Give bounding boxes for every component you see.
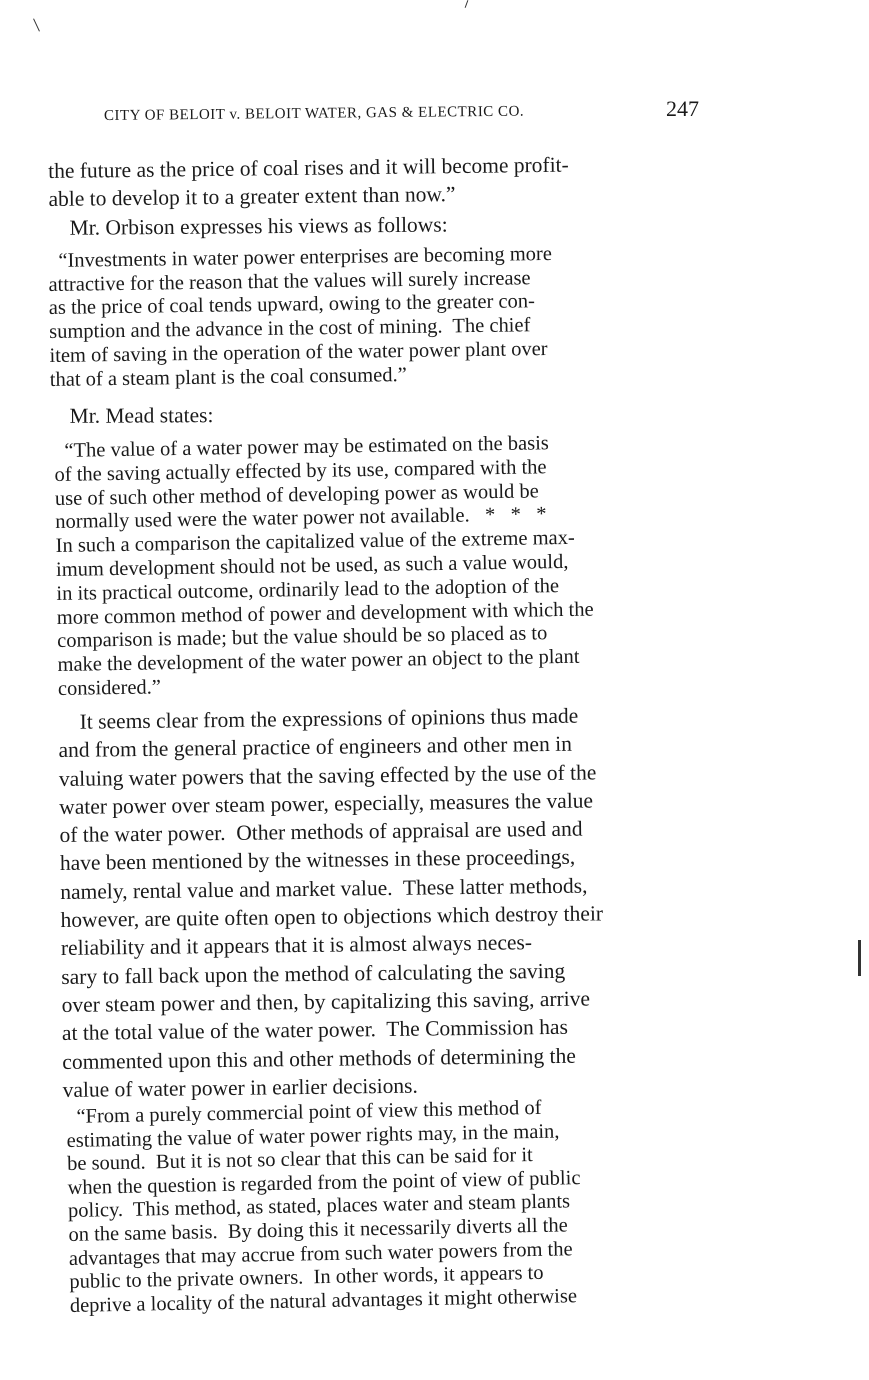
scan-mark-top (465, 0, 469, 8)
scan-mark-left (33, 18, 40, 31)
paragraph-opinions: It seems clear from the expressions of opinions thus made and from the general practice of engineers and other men in valuing water powers that the saving effected by the use of the water power over steam power, especially, measures the value of the water power. Other methods of appraisal are used and have been mentioned by the witnesses in these proceedings, namely, rental value and market value. These latter methods, however, are quite often open to objections which destroy their reliability and it appears that it is almost always neces- sary to fall back upon the method of calculating the saving over steam power and then, by capitalizing this saving, arrive at the total value of the water power. The Commission has commented upon this and other methods of determining the value of water power in earlier decisions. (58, 703, 604, 1102)
running-head (104, 96, 704, 136)
paragraph-orbison-intro: Mr. Orbison expresses his views as follows: (48, 212, 448, 240)
running-title: CITY OF BELOIT v. BELOIT WATER, GAS & ELECTRIC CO. (103, 103, 525, 124)
page-number: 247 (666, 96, 699, 121)
scan-mark-right (858, 940, 861, 976)
paragraph-mead-intro: Mr. Mead states: (48, 403, 214, 428)
quote-orbison: “Investments in water power enterprises are becoming more attractive for the reason that the values will surely increase as the price of coal tends upward, owing to the greater con- sumption and the advance in the cost of mining. The chief item of saving in the operation of the water power plant over that of a steam plant is the coal consumed.” (48, 242, 553, 391)
paragraph-continuation: the future as the price of coal rises and it will become profit- able to develop it to a greater extent than now.” (48, 152, 569, 211)
quote-mead: “The value of a water power may be estimated on the basis of the saving actually effected by its use, compared with the use of such other method of developing power as would be normally used were the water power not available. * * * In such a comparison the capitalized value of the extreme max- imum development should not be used, as such a value would, in its practical outcome, ordinarily lead to the adoption of the more common method of power and development with which the comparison is made; but the value should be so placed as to make the development of the water power an object to the plant considered.” (54, 432, 594, 700)
quote-commercial-view: “From a purely commercial point of view this method of estimating the value of water power rights may, in the main, be sound. But it is not so clear that this can be said for it when the question is regarded from the point of view of public policy. This method, as stated, places water and steam plants on the same basis. By doing this it necessarily diverts all the advantages that may accrue from such water powers from the public to the private owners. In other words, it appears to deprive a locality of the natural advantages it might otherwise (66, 1096, 581, 1317)
